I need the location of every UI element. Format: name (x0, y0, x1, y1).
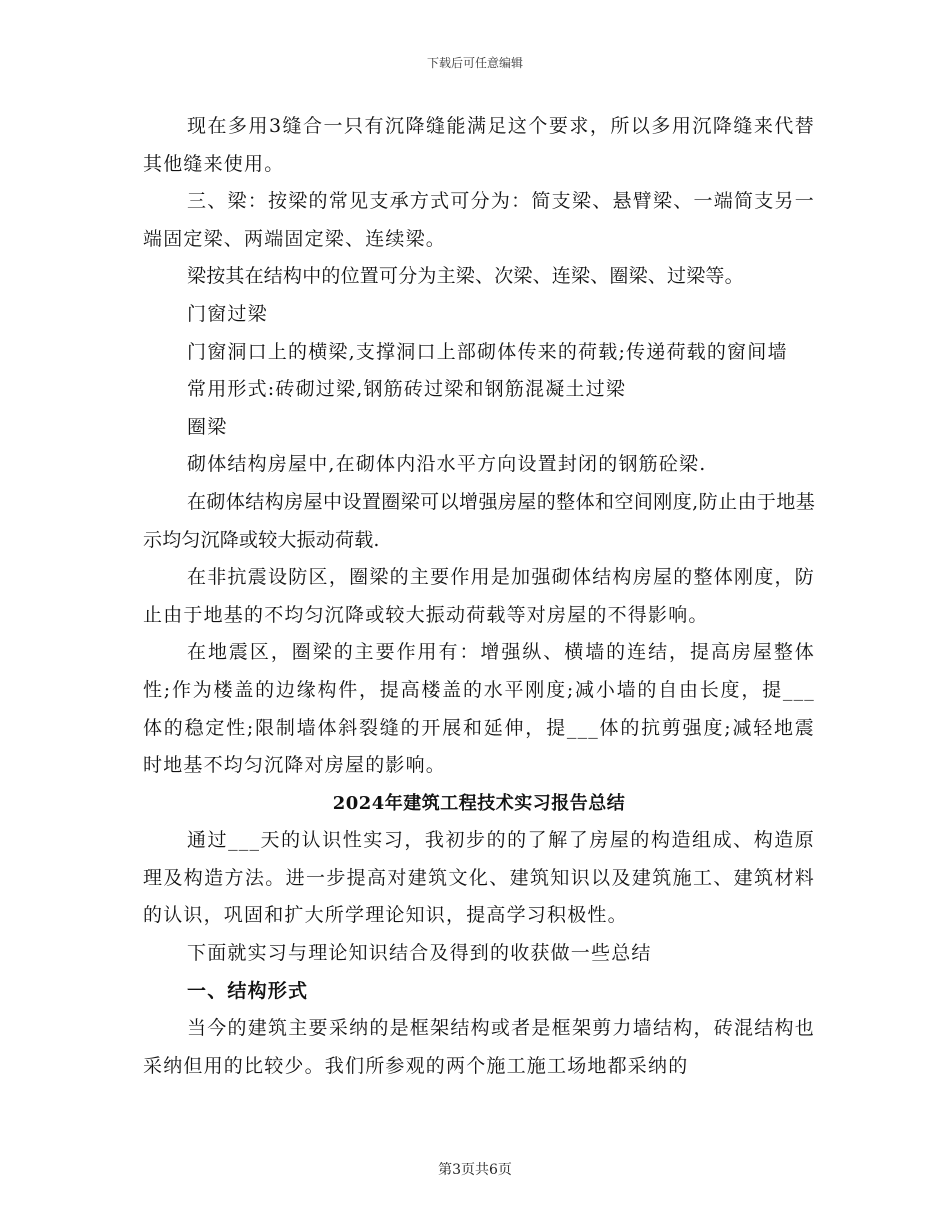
paragraph-structure-form: 当今的建筑主要采纳的是框架结构或者是框架剪力墙结构，砖混结构也采纳但用的比较少。我们所参观的两个施工施工场地都采纳的 (143, 1017, 815, 1077)
paragraph-seismic-zone: 在地震区，圈梁的主要作用有：增强纵、横墙的连结，提高房屋整体性;作为楼盖的边缘构件，提高楼盖的水平刚度;减小墙的自由长度，提___体的稳定性;限制墙体斜裂缝的开展和延伸，提___体的抗剪强度;减轻地震时地基不均匀沉降对房屋的影响。 (143, 641, 815, 777)
subheading-lintel: 门窗过梁 (187, 302, 268, 325)
paragraph-beam-position-types: 梁按其在结构中的位置可分为主梁、次梁、连梁、圈梁、过梁等。 (187, 265, 744, 288)
document-body (143, 108, 815, 1085)
subheading-structure-form: 一、结构形式 (187, 979, 309, 1002)
paragraph-summary-lead: 下面就实习与理论知识结合及得到的收获做一些总结 (187, 942, 652, 965)
paragraph-beam-support-types: 三、梁：按梁的常见支承方式可分为：简支梁、悬臂梁、一端简支另一端固定梁、两端固定梁、连续梁。 (143, 190, 815, 250)
paragraph-internship-intro: 通过___天的认识性实习，我初步的的了解了房屋的构造组成、构造原理及构造方法。进一步提高对建筑文化、建筑知识以及建筑施工、建筑材料的认识，巩固和扩大所学理论知识，提高学习积极性。 (143, 829, 815, 927)
paragraph-ring-beam-stiffness: 在砌体结构房屋中设置圈梁可以增强房屋的整体和空间刚度,防止由于地基示均匀沉降或较大振动荷载. (143, 490, 815, 551)
subheading-ring-beam: 圈梁 (187, 415, 228, 438)
section-title: 2024年建筑工程技术实习报告总结 (332, 792, 626, 814)
paragraph-lintel-definition: 门窗洞口上的横梁,支撑洞口上部砌体传来的荷载;传递荷载的窗间墙 (187, 340, 788, 363)
paragraph-ring-beam-definition: 砌体结构房屋中,在砌体内沿水平方向设置封闭的钢筋砼梁. (187, 453, 707, 476)
paragraph-settlement-joint: 现在多用3缝合一只有沉降缝能满足这个要求，所以多用沉降缝来代替其他缝来使用。 (143, 115, 815, 175)
paragraph-lintel-forms: 常用形式:砖砌过梁,钢筋砖过梁和钢筋混凝土过梁 (187, 378, 627, 401)
paragraph-non-seismic-zone: 在非抗震设防区，圈梁的主要作用是加强砌体结构房屋的整体刚度，防止由于地基的不均匀沉降或较大振动荷载等对房屋的不得影响。 (143, 566, 815, 626)
page-header: 下载后可任意编辑 (426, 56, 523, 70)
page-number-footer: 第3页共6页 (438, 1162, 512, 1178)
